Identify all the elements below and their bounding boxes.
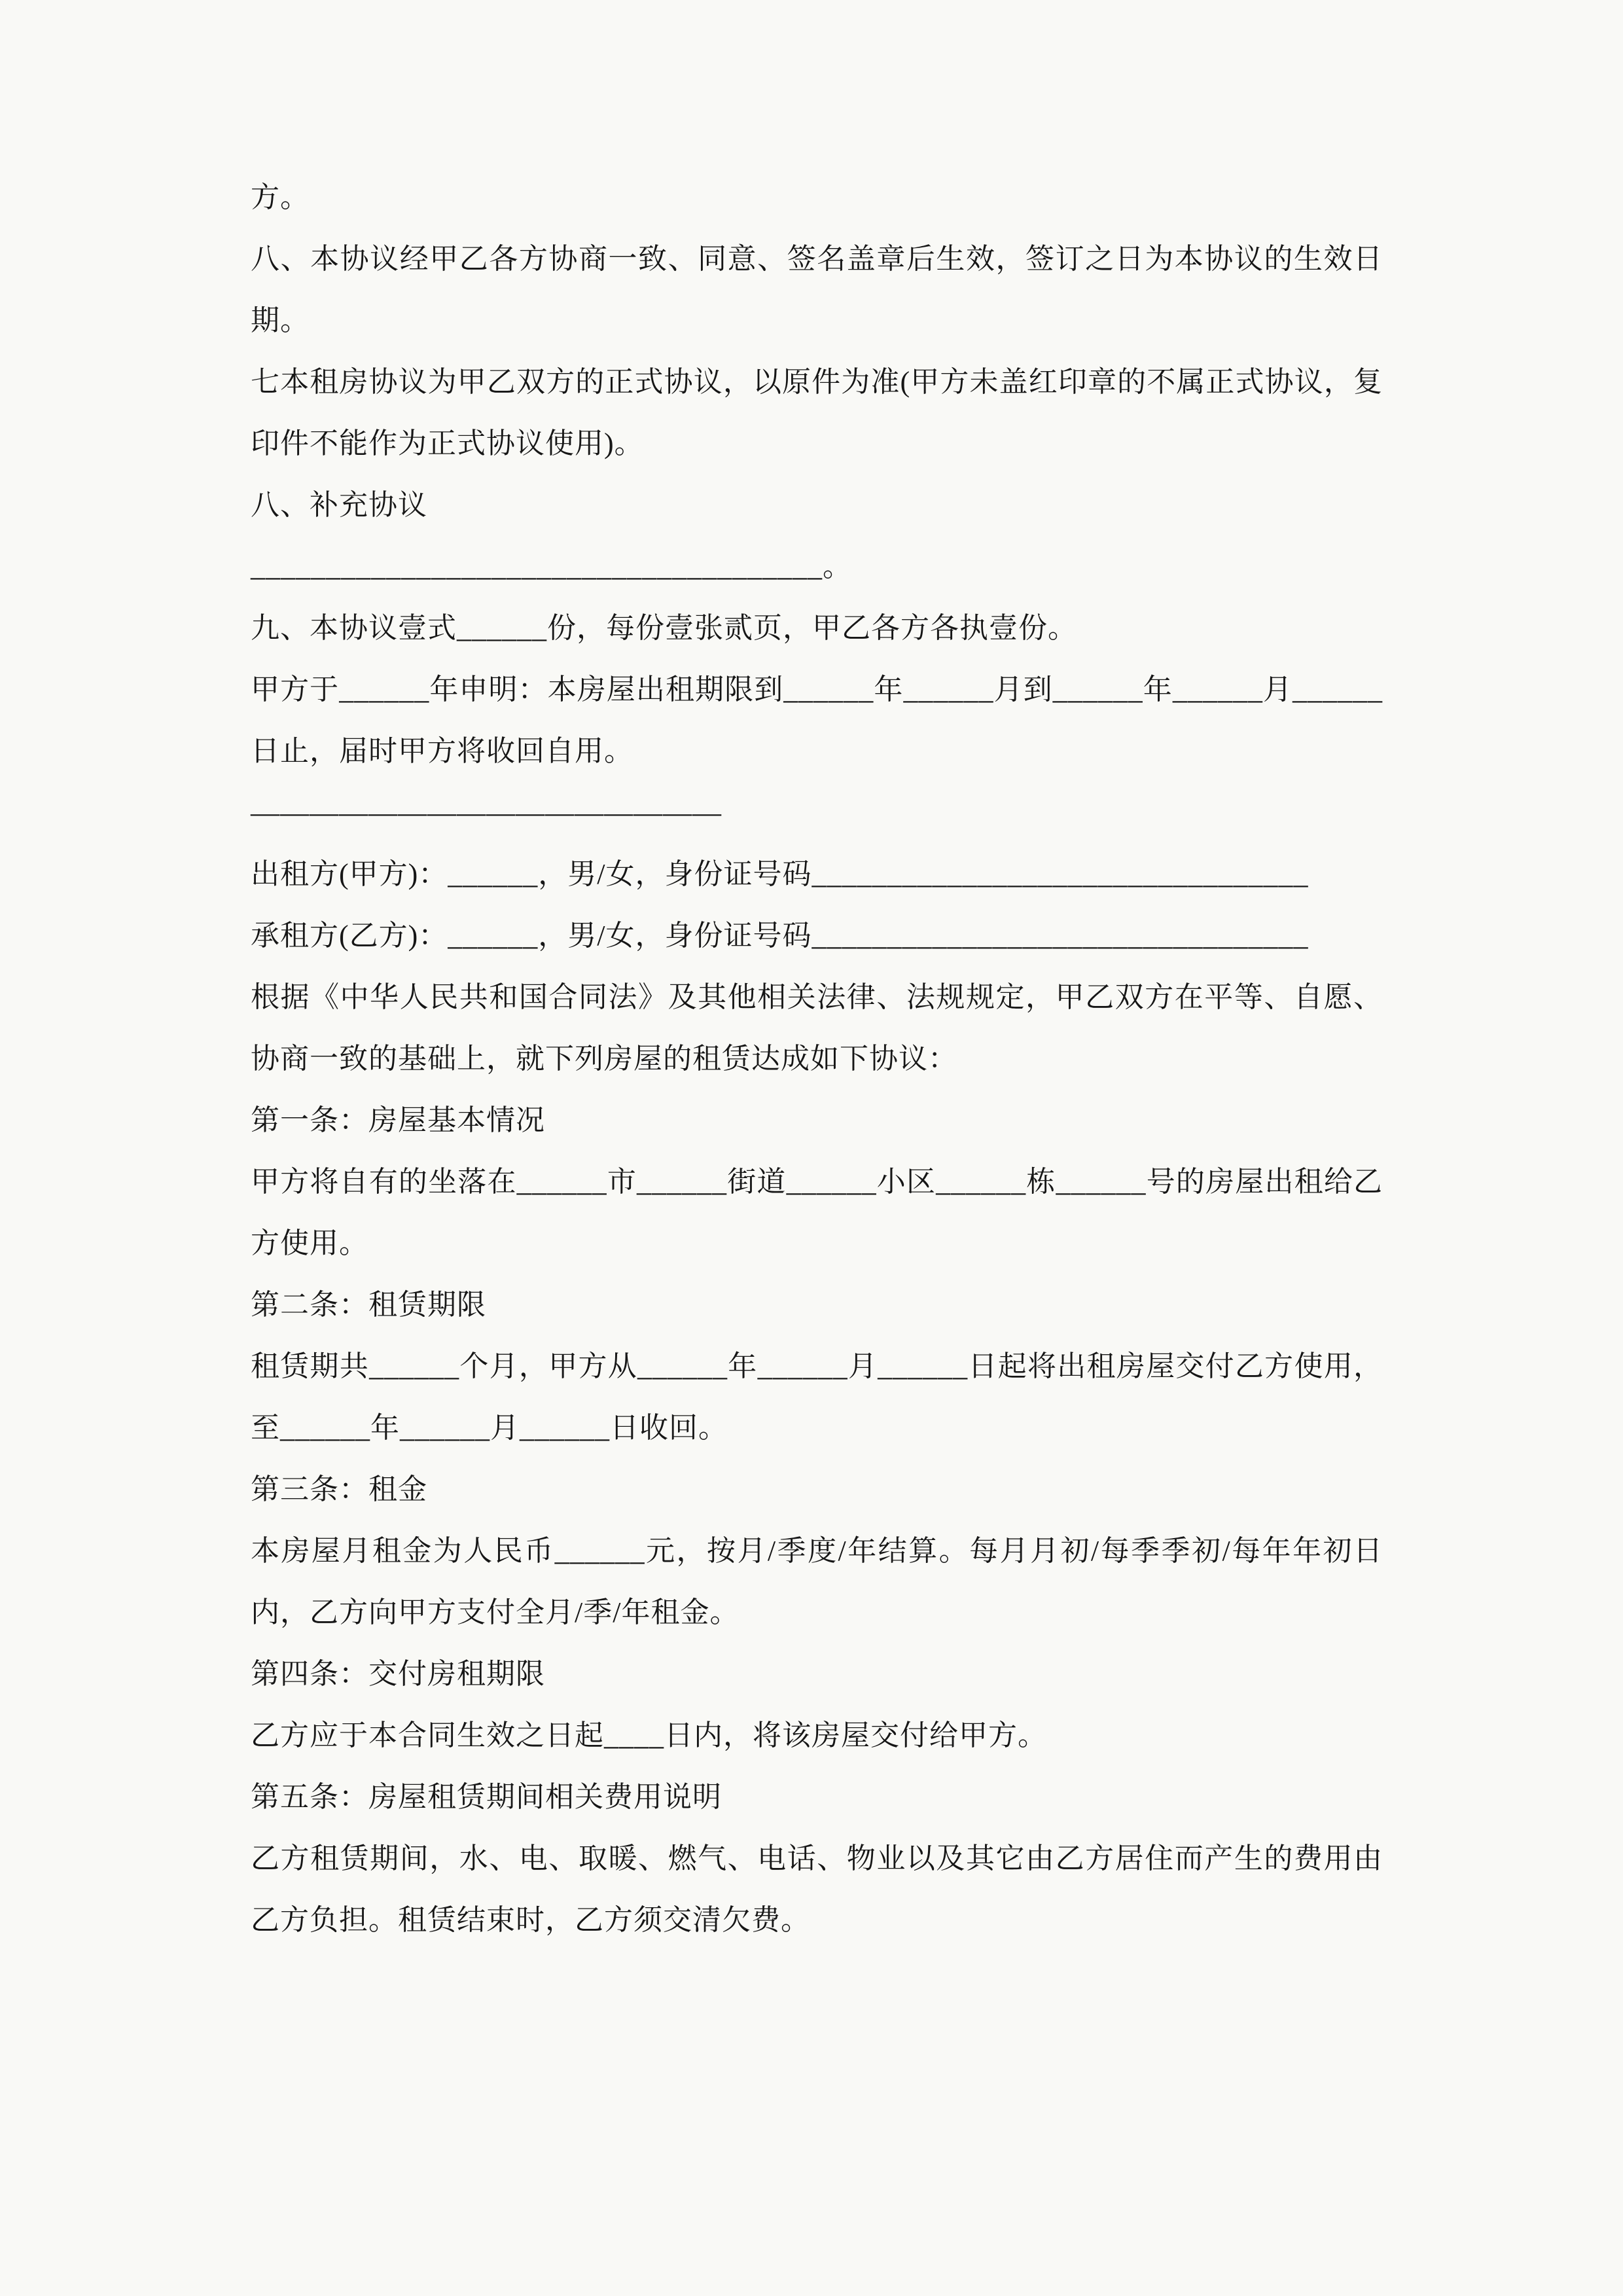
paragraph: 八、本协议经甲乙各方协商一致、同意、签名盖章后生效，签订之日为本协议的生效日期。 [251, 243, 1383, 336]
paragraph: 甲方将自有的坐落在______市______街道______小区______栋______号的房屋出租给乙方使用。 [251, 1166, 1383, 1259]
paragraph: 出租方(甲方)：______，男/女，身份证号码_________________________________ [251, 858, 1309, 890]
paragraph: 承租方(乙方)：______，男/女，身份证号码_________________________________ [251, 920, 1309, 952]
paragraph: 第四条：交付房租期限 [251, 1658, 545, 1690]
paragraph: 租赁期共______个月，甲方从______年______月______日起将出租房屋交付乙方使用，至______年______月______日收回。 [251, 1350, 1383, 1444]
document-body [251, 167, 1383, 1951]
paragraph: 八、补充协议 [251, 489, 427, 521]
paragraph: 乙方租赁期间，水、电、取暖、燃气、电话、物业以及其它由乙方居住而产生的费用由乙方负担。租赁结束时，乙方须交清欠费。 [251, 1842, 1383, 1936]
paragraph: 本房屋月租金为人民币______元，按月/季度/年结算。每月月初/每季季初/每年年初日内，乙方向甲方支付全月/季/年租金。 [251, 1535, 1383, 1628]
paragraph: 第三条：租金 [251, 1473, 427, 1505]
paragraph: 第五条：房屋租赁期间相关费用说明 [251, 1781, 722, 1813]
paragraph: 方。 [251, 181, 310, 213]
paragraph: 根据《中华人民共和国合同法》及其他相关法律、法规规定，甲乙双方在平等、自愿、协商一致的基础上，就下列房屋的租赁达成如下协议： [251, 981, 1383, 1075]
paragraph: 第一条：房屋基本情况 [251, 1104, 545, 1136]
paragraph: 第二条：租赁期限 [251, 1289, 486, 1321]
paragraph: ———————————————— [251, 797, 722, 829]
paragraph: 九、本协议壹式______份，每份壹张贰页，甲乙各方各执壹份。 [251, 612, 1077, 644]
paragraph: 甲方于______年申明：本房屋出租期限到______年______月到______年______月______日止，届时甲方将收回自用。 [251, 673, 1383, 767]
paragraph: 乙方应于本合同生效之日起____日内，将该房屋交付给甲方。 [251, 1719, 1047, 1751]
paragraph: 七本租房协议为甲乙双方的正式协议，以原件为准(甲方未盖红印章的不属正式协议，复印件不能作为正式协议使用)。 [251, 366, 1383, 459]
paragraph: ______________________________________。 [251, 550, 852, 583]
